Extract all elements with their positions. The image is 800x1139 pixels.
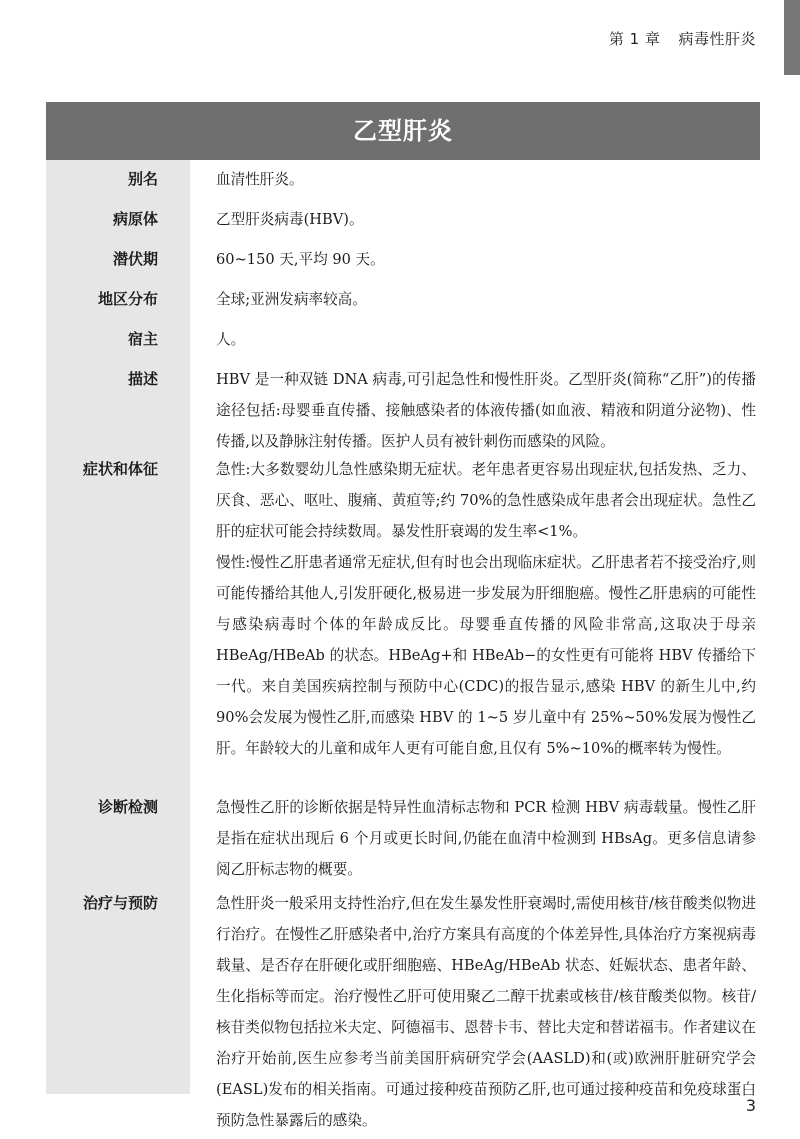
row-label: 潜伏期 (112, 250, 158, 268)
chapter-number: 第 1 章 (608, 30, 661, 48)
row-diagnosis (46, 788, 760, 884)
chapter-title: 病毒性肝炎 (678, 30, 756, 48)
row-value (190, 454, 760, 788)
row-value: 60~150 天,平均 90 天。 (216, 251, 385, 268)
row-label: 地区分布 (97, 290, 158, 308)
row-value: 急性肝炎一般采用支持性治疗,但在发生暴发性肝衰竭时,需使用核苷/核苷酸类似物进行治疗。在慢性乙肝感染者中,治疗方案具有高度的个体差异性,具体治疗方案视病毒载量、是否存在肝硬化或肝细胞癌、HBeAg/HBeAb 状态、妊娠状态、患者年龄、生化指标等而定。治疗慢性乙肝可使用聚乙二醇干扰素或核苷/核苷酸类似物。核苷/核苷类似物包括拉米夫定、阿德福韦、恩替卡韦、替比夫定和替诺福韦。作者建议在治疗开始前,医生应参考当前美国肝病研究学会(AASLD)和(或)欧洲肝脏研究学会(EASL)发布的相关指南。可通过接种疫苗预防乙肝,也可通过接种疫苗和免疫球蛋白预防急性暴露后的感染。 (216, 895, 756, 1129)
row-treatment (46, 884, 760, 1136)
row-label: 诊断检测 (97, 798, 158, 816)
row-pathogen (46, 200, 760, 240)
row-value: 人。 (216, 331, 246, 348)
row-description (46, 360, 760, 450)
symptoms-acute: 急性:大多数婴幼儿急性感染期无症状。老年患者更容易出现症状,包括发热、乏力、厌食、恶心、呕吐、腹痛、黄疸等;约 70%的急性感染成年患者会出现症状。急性乙肝的症状可能会持续数周。暴发性肝衰竭的发生率<1%。 (216, 461, 756, 540)
row-symptoms (46, 450, 760, 788)
row-value: 全球;亚洲发病率较高。 (216, 291, 367, 308)
row-label: 病原体 (112, 210, 158, 228)
row-value: 急慢性乙肝的诊断依据是特异性血清标志物和 PCR 检测 HBV 病毒载量。慢性乙肝是指在症状出现后 6 个月或更长时间,仍能在血清中检测到 HBsAg。更多信息请参阅乙肝标志物的概要。 (216, 799, 756, 878)
row-value: 乙型肝炎病毒(HBV)。 (216, 211, 364, 228)
info-table (46, 160, 760, 1136)
chapter-edge-tab (784, 0, 800, 75)
row-label: 别名 (127, 170, 158, 188)
row-incubation (46, 240, 760, 280)
row-distribution (46, 280, 760, 320)
row-alias (46, 160, 760, 200)
running-header (609, 28, 756, 49)
row-label: 症状和体征 (82, 460, 158, 478)
row-label: 治疗与预防 (82, 894, 158, 912)
row-label: 描述 (127, 370, 158, 388)
row-label: 宿主 (127, 330, 158, 348)
row-value: HBV 是一种双链 DNA 病毒,可引起急性和慢性肝炎。乙型肝炎(简称“乙肝”)的传播途径包括:母婴垂直传播、接触感染者的体液传播(如血液、精液和阴道分泌物)、性传播,以及静脉注射传播。医护人员有被针刺伤而感染的风险。 (216, 371, 756, 450)
symptoms-chronic: 慢性:慢性乙肝患者通常无症状,但有时也会出现临床症状。乙肝患者若不接受治疗,则可能传播给其他人,引发肝硬化,极易进一步发展为肝细胞癌。慢性乙肝患病的可能性与感染病毒时个体的年龄成反比。母婴垂直传播的风险非常高,这取决于母亲 HBeAg/HBeAb 的状态。HBeAg+和 HBeAb−的女性更有可能将 HBV 传播给下一代。来自美国疾病控制与预防中心(CDC)的报告显示,感染 HBV 的新生儿中,约 90%会发展为慢性乙肝,而感染 HBV 的 1~5 岁儿童中有 25%~50%发展为慢性乙肝。年龄较大的儿童和成年人更有可能自愈,且仅有 5%~10%的概率转为慢性。 (216, 554, 756, 757)
row-host (46, 320, 760, 360)
section-title: 乙型肝炎 (46, 102, 760, 160)
row-value: 血清性肝炎。 (216, 171, 304, 188)
page-number: 3 (745, 1096, 756, 1115)
